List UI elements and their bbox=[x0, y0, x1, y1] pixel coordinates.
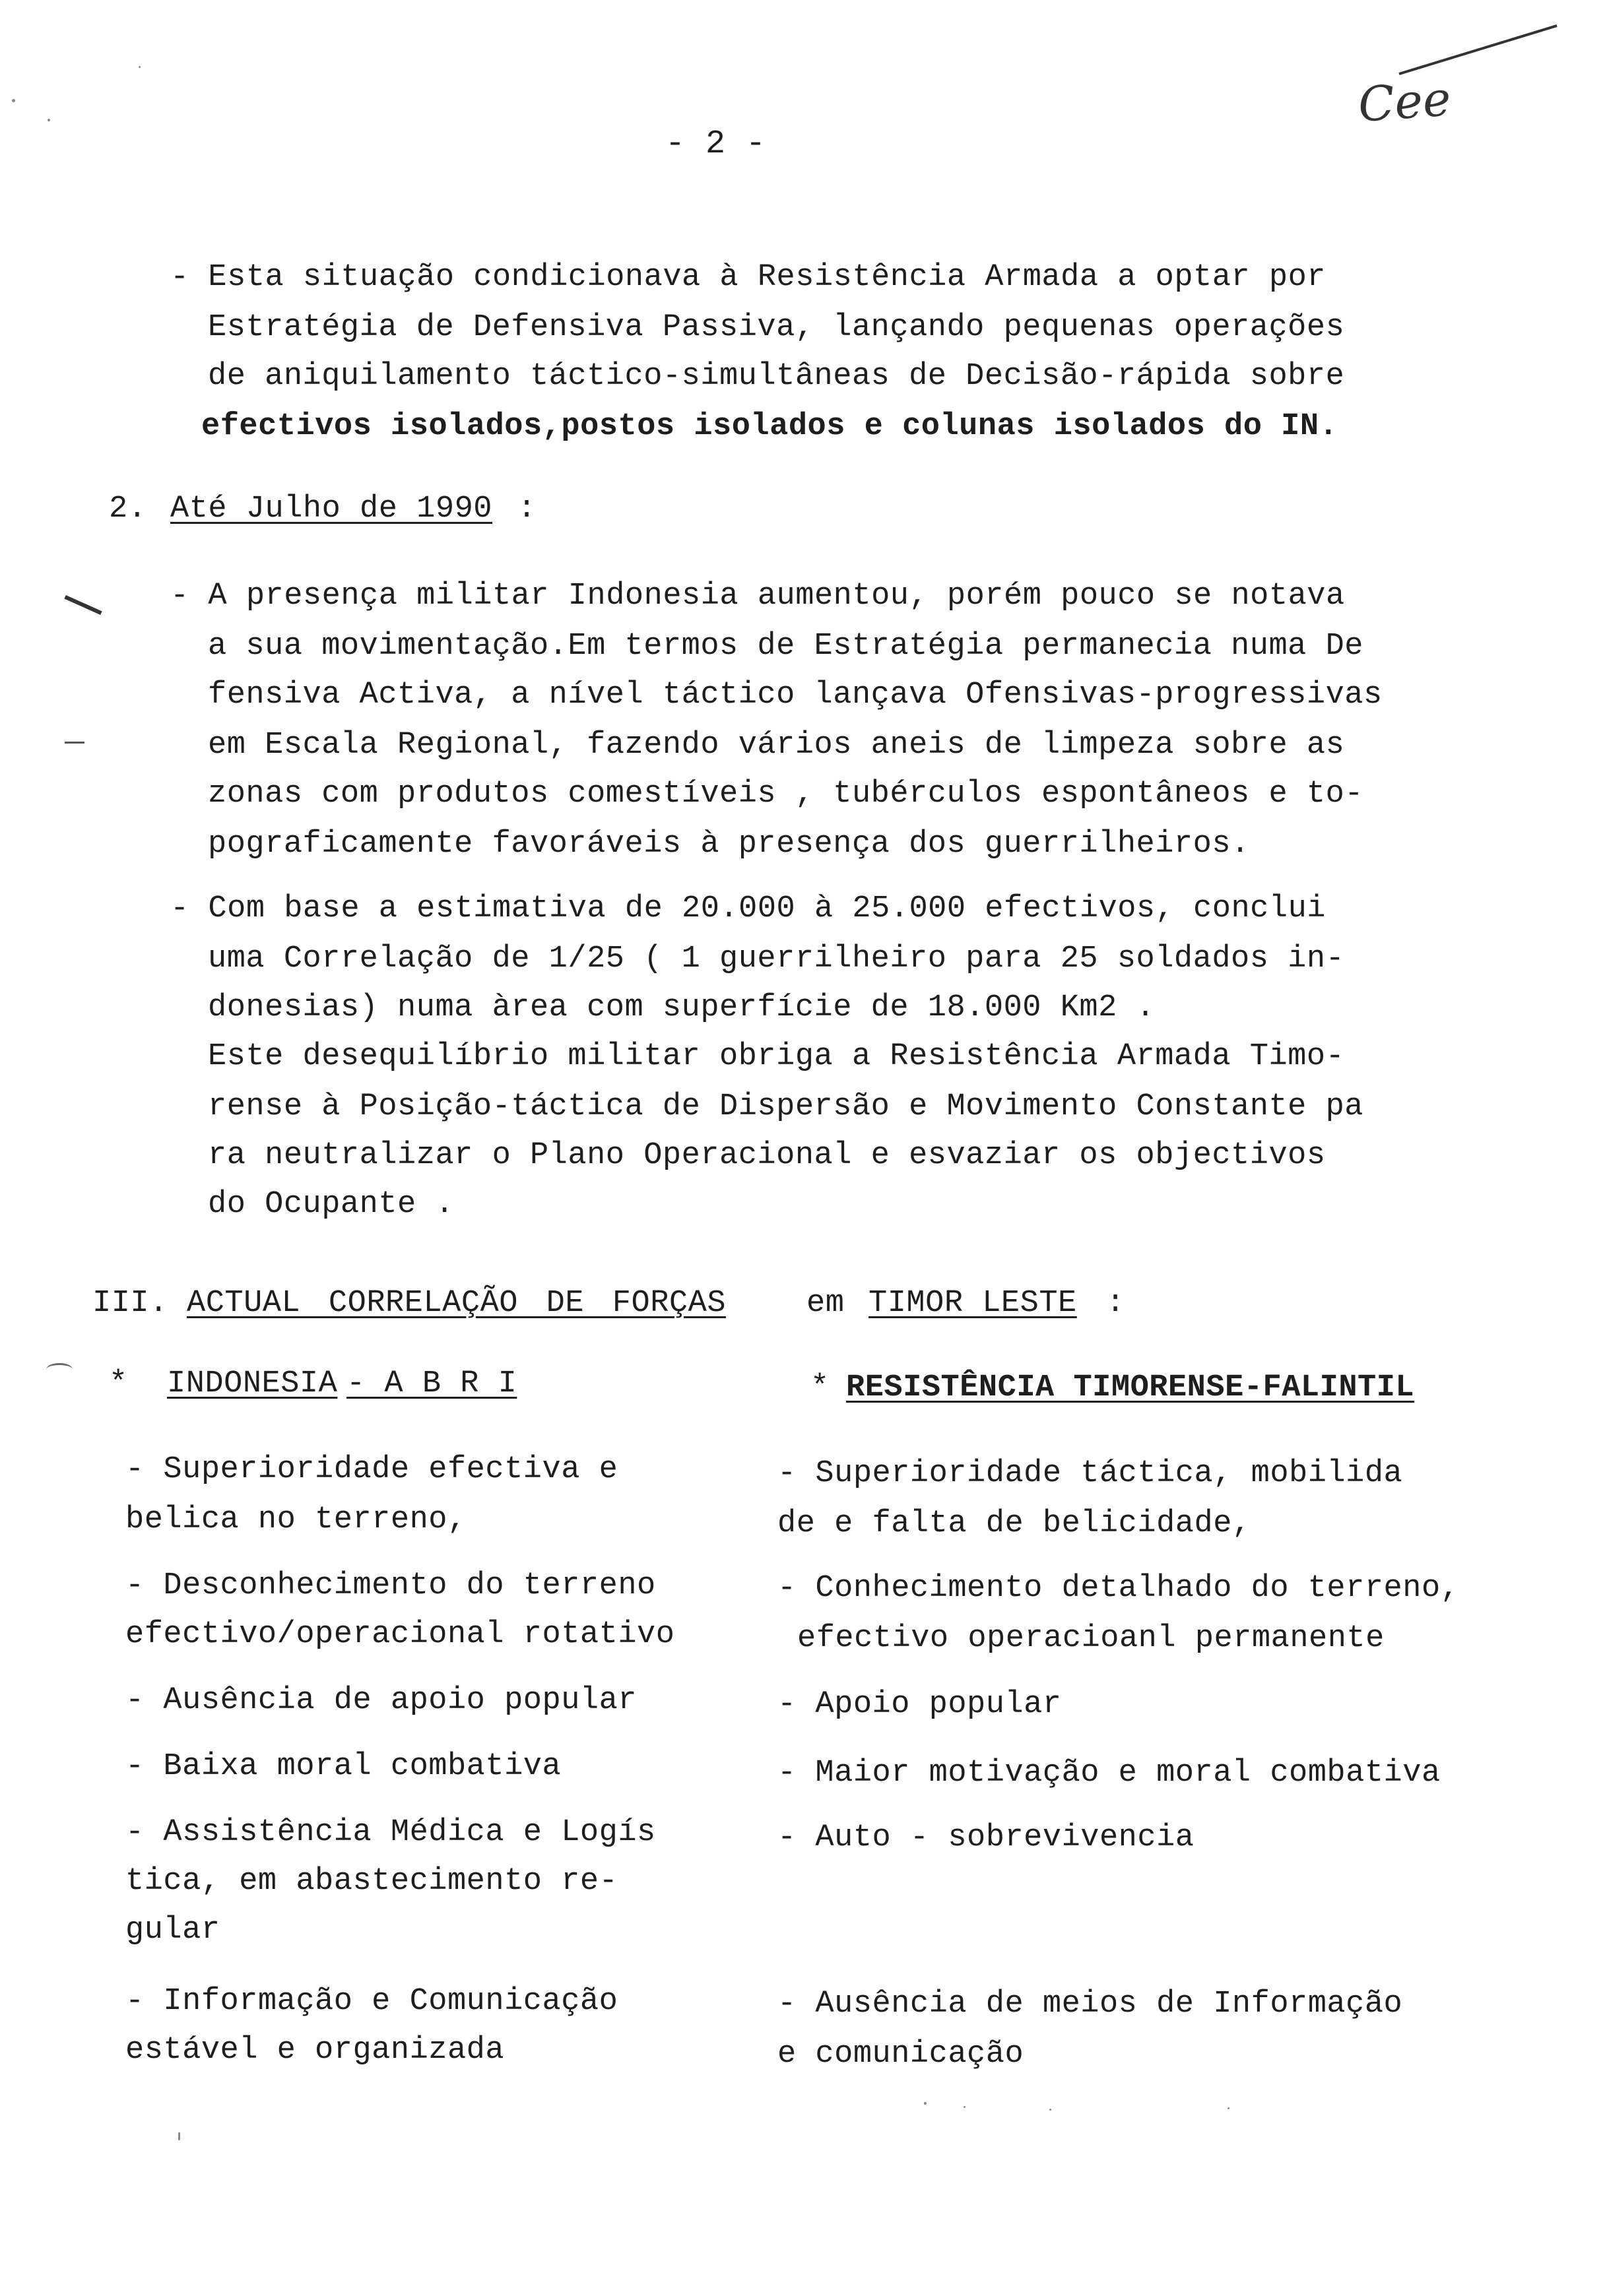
left-item-1-line-1: - Superioridade efectiva e bbox=[125, 1452, 618, 1487]
sec2-b1-line-3: fensiva Activa, a nível táctico lançava Ofensivas-progressivas bbox=[208, 678, 1383, 713]
right-item-2-line-2: efectivo operacioanl permanente bbox=[797, 1621, 1385, 1656]
scan-speck bbox=[964, 2106, 966, 2108]
left-item-1-line-2: belica no terreno, bbox=[125, 1502, 467, 1537]
section-2-number: 2. bbox=[109, 492, 147, 526]
sec2-b2-line-7: do Ocupante . bbox=[208, 1187, 455, 1222]
margin-arrow-mark bbox=[64, 595, 102, 615]
left-item-6-line-2: estável e organizada bbox=[125, 2033, 505, 2068]
scan-speck bbox=[924, 2102, 927, 2105]
section-3-place: TIMOR LESTE bbox=[868, 1286, 1077, 1321]
left-item-3-line-1: - Ausência de apoio popular bbox=[125, 1683, 638, 1718]
scan-speck bbox=[12, 99, 15, 102]
right-item-3-line-1: - Apoio popular bbox=[777, 1687, 1062, 1722]
sec2-b1-line-2: a sua movimentação.Em termos de Estratégia permanecia numa De bbox=[208, 629, 1363, 664]
left-header-indonesia: INDONESIA bbox=[167, 1366, 338, 1401]
sec2-b2-line-3: donesias) numa àrea com superfície de 18.000 Km2 . bbox=[208, 990, 1156, 1025]
left-item-4-line-1: - Baixa moral combativa bbox=[125, 1749, 562, 1784]
scan-speck bbox=[1049, 2109, 1051, 2111]
scan-speck bbox=[48, 119, 50, 121]
sec2-b2-line-5: rense à Posição-táctica de Dispersão e Movimento Constante pa bbox=[208, 1089, 1363, 1124]
scan-speck bbox=[178, 2132, 180, 2140]
margin-curve-mark bbox=[46, 1363, 73, 1376]
right-item-6-line-1: - Ausência de meios de Informação bbox=[777, 1987, 1403, 2022]
section-3-title: ACTUAL CORRELAÇÃO DE FORÇAS bbox=[187, 1286, 727, 1321]
sec2-b2-line-1: - Com base a estimativa de 20.000 à 25.000 efectivos, conclui bbox=[170, 891, 1326, 926]
section-2-title: Até Julho de 1990 bbox=[170, 492, 492, 526]
intro-line-3: de aniquilamento táctico-simultâneas de Decisão-rápida sobre bbox=[208, 359, 1345, 394]
intro-line-4: efectivos isolados,postos isolados e colunas isolados do IN. bbox=[201, 409, 1338, 444]
right-item-1-line-1: - Superioridade táctica, mobilida bbox=[777, 1456, 1403, 1491]
left-item-2-line-2: efectivo/operacional rotativo bbox=[125, 1617, 675, 1652]
page-number: - 2 - bbox=[665, 125, 766, 163]
right-item-4-line-1: - Maior motivação e moral combativa bbox=[777, 1756, 1441, 1791]
sec2-b2-line-6: ra neutralizar o Plano Operacional e esvaziar os objectivos bbox=[208, 1138, 1326, 1173]
sec2-b1-line-1: - A presença militar Indonesia aumentou, porém pouco se notava bbox=[170, 579, 1345, 614]
sec2-b2-line-4: Este desequilíbrio militar obriga a Resistência Armada Timo- bbox=[208, 1039, 1345, 1074]
scan-speck bbox=[139, 66, 141, 68]
margin-dash-mark bbox=[65, 742, 84, 744]
section-3-number: III. bbox=[92, 1286, 168, 1321]
handwritten-initials: Cee bbox=[1356, 71, 1453, 133]
sec2-b1-line-6: pograficamente favoráveis à presença dos guerrilheiros. bbox=[208, 827, 1250, 862]
left-item-2-line-1: - Desconhecimento do terreno bbox=[125, 1568, 656, 1603]
right-item-2-line-1: - Conhecimento detalhado do terreno, bbox=[777, 1571, 1460, 1606]
sec2-b2-line-2: uma Correlação de 1/25 ( 1 guerrilheiro para 25 soldados in- bbox=[208, 941, 1345, 976]
section-3-colon: : bbox=[1106, 1286, 1125, 1321]
left-item-5-line-1: - Assistência Médica e Logís bbox=[125, 1815, 656, 1850]
intro-line-1: - Esta situação condicionava à Resistência Armada a optar por bbox=[170, 260, 1326, 295]
left-header-star: * bbox=[109, 1366, 128, 1401]
left-header-abri: - A B R I bbox=[346, 1366, 517, 1401]
intro-line-2: Estratégia de Defensiva Passiva, lançando pequenas operações bbox=[208, 310, 1345, 345]
right-item-5-line-1: - Auto - sobrevivencia bbox=[777, 1820, 1195, 1855]
left-item-6-line-1: - Informação e Comunicação bbox=[125, 1984, 618, 2019]
section-2-colon: : bbox=[517, 492, 537, 526]
sec2-b1-line-4: em Escala Regional, fazendo vários aneis de limpeza sobre as bbox=[208, 728, 1345, 763]
left-item-5-line-3: gular bbox=[125, 1913, 220, 1948]
right-item-1-line-2: de e falta de belicidade, bbox=[777, 1506, 1251, 1541]
right-header-star: * bbox=[810, 1370, 830, 1405]
sec2-b1-line-5: zonas com produtos comestíveis , tubérculos espontâneos e to- bbox=[208, 777, 1363, 812]
signature-stroke bbox=[1398, 24, 1557, 75]
left-item-5-line-2: tica, em abastecimento re- bbox=[125, 1864, 618, 1899]
right-header-resistencia: RESISTÊNCIA TIMORENSE-FALINTIL bbox=[846, 1370, 1415, 1405]
right-item-6-line-2: e comunicação bbox=[777, 2037, 1024, 2072]
section-3-em: em bbox=[806, 1286, 845, 1321]
scan-speck bbox=[1228, 2107, 1229, 2109]
